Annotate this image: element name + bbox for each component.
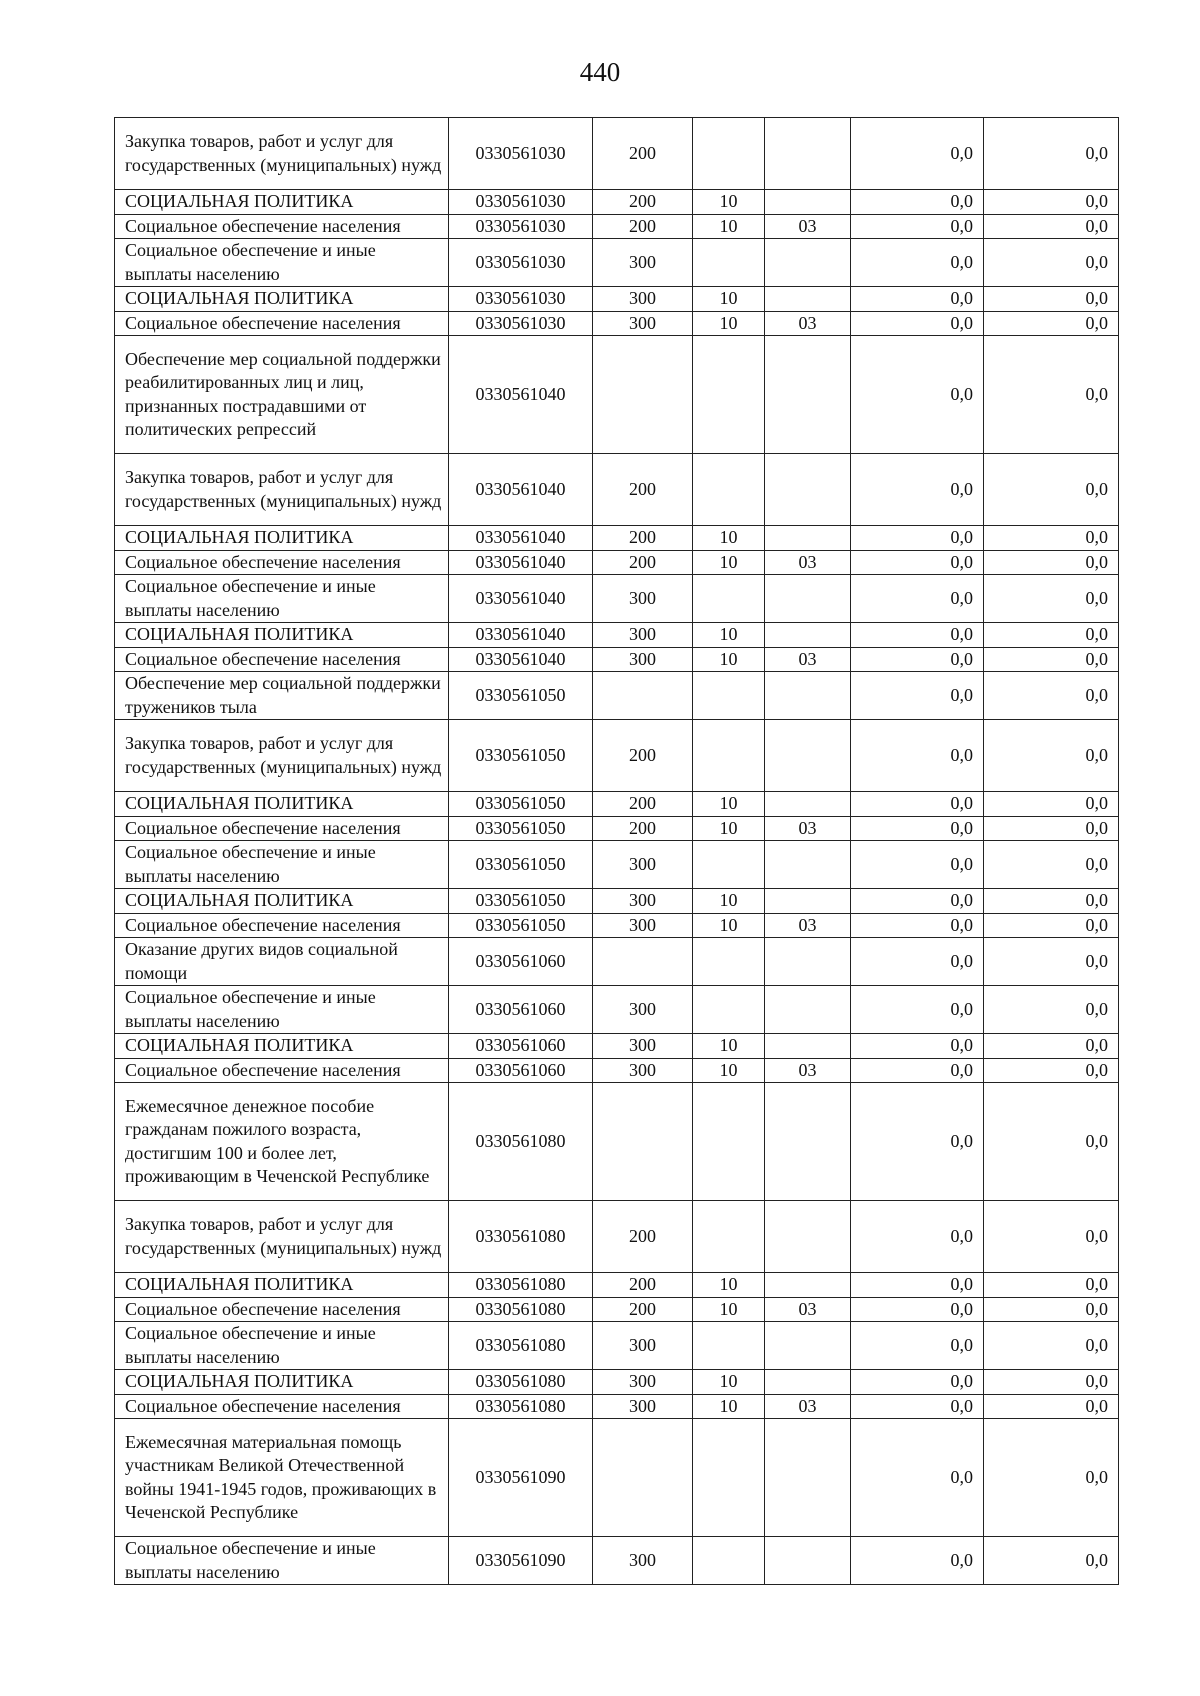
row-expense-type: 200 — [593, 792, 693, 817]
row-amount-2: 0,0 — [984, 118, 1119, 190]
row-expense-type — [593, 1419, 693, 1537]
row-expense-type: 300 — [593, 287, 693, 312]
row-target-code: 0330561090 — [449, 1537, 593, 1585]
row-amount-1: 0,0 — [851, 647, 984, 672]
table-row — [115, 1394, 1119, 1419]
row-expense-type — [593, 938, 693, 986]
row-expense-type: 300 — [593, 1058, 693, 1083]
row-amount-2: 0,0 — [984, 647, 1119, 672]
row-amount-1: 0,0 — [851, 239, 984, 287]
table-row — [115, 214, 1119, 239]
table-row — [115, 913, 1119, 938]
row-expense-type: 300 — [593, 647, 693, 672]
row-subsection — [765, 1419, 851, 1537]
row-section — [693, 239, 765, 287]
row-amount-1: 0,0 — [851, 1419, 984, 1537]
row-name: Социальное обеспечение и иные выплаты населению — [115, 1322, 449, 1370]
row-section: 10 — [693, 1370, 765, 1395]
row-name: Социальное обеспечение и иные выплаты населению — [115, 841, 449, 889]
row-amount-2: 0,0 — [984, 1297, 1119, 1322]
table-row — [115, 1083, 1119, 1201]
table-row — [115, 720, 1119, 792]
row-section: 10 — [693, 1273, 765, 1298]
table-row — [115, 1419, 1119, 1537]
row-amount-1: 0,0 — [851, 720, 984, 792]
row-amount-2: 0,0 — [984, 672, 1119, 720]
row-subsection — [765, 1034, 851, 1059]
row-amount-2: 0,0 — [984, 526, 1119, 551]
row-expense-type: 200 — [593, 214, 693, 239]
row-section: 10 — [693, 913, 765, 938]
row-amount-1: 0,0 — [851, 575, 984, 623]
table-row — [115, 816, 1119, 841]
row-amount-1: 0,0 — [851, 336, 984, 454]
row-section: 10 — [693, 816, 765, 841]
row-name: СОЦИАЛЬНАЯ ПОЛИТИКА — [115, 287, 449, 312]
row-amount-2: 0,0 — [984, 1322, 1119, 1370]
row-subsection: 03 — [765, 913, 851, 938]
row-subsection — [765, 986, 851, 1034]
row-name: Социальное обеспечение населения — [115, 1297, 449, 1322]
row-subsection — [765, 454, 851, 526]
row-section — [693, 672, 765, 720]
row-subsection: 03 — [765, 214, 851, 239]
row-target-code: 0330561080 — [449, 1201, 593, 1273]
row-amount-2: 0,0 — [984, 239, 1119, 287]
row-expense-type: 300 — [593, 1537, 693, 1585]
row-subsection — [765, 118, 851, 190]
row-expense-type — [593, 336, 693, 454]
row-amount-1: 0,0 — [851, 986, 984, 1034]
row-expense-type: 300 — [593, 1370, 693, 1395]
row-section — [693, 454, 765, 526]
row-target-code: 0330561050 — [449, 913, 593, 938]
row-subsection: 03 — [765, 1394, 851, 1419]
row-expense-type: 200 — [593, 720, 693, 792]
row-amount-1: 0,0 — [851, 214, 984, 239]
row-subsection: 03 — [765, 1297, 851, 1322]
row-expense-type: 200 — [593, 1201, 693, 1273]
row-amount-1: 0,0 — [851, 672, 984, 720]
row-expense-type: 200 — [593, 550, 693, 575]
row-amount-2: 0,0 — [984, 287, 1119, 312]
table-row — [115, 841, 1119, 889]
row-section: 10 — [693, 190, 765, 215]
row-subsection — [765, 889, 851, 914]
row-amount-2: 0,0 — [984, 1201, 1119, 1273]
row-amount-2: 0,0 — [984, 575, 1119, 623]
row-expense-type: 300 — [593, 311, 693, 336]
table-row — [115, 526, 1119, 551]
row-target-code: 0330561080 — [449, 1322, 593, 1370]
row-subsection — [765, 792, 851, 817]
row-section: 10 — [693, 889, 765, 914]
row-amount-1: 0,0 — [851, 526, 984, 551]
row-amount-2: 0,0 — [984, 1058, 1119, 1083]
page-number: 440 — [579, 57, 621, 87]
row-expense-type: 200 — [593, 1297, 693, 1322]
row-subsection — [765, 1537, 851, 1585]
table-row — [115, 938, 1119, 986]
row-target-code: 0330561060 — [449, 1058, 593, 1083]
table-row — [115, 1201, 1119, 1273]
budget-table — [114, 117, 1119, 1585]
row-amount-1: 0,0 — [851, 1394, 984, 1419]
row-expense-type: 300 — [593, 1034, 693, 1059]
row-name: Социальное обеспечение и иные выплаты населению — [115, 239, 449, 287]
table-row — [115, 889, 1119, 914]
row-subsection — [765, 1083, 851, 1201]
row-subsection — [765, 336, 851, 454]
row-amount-1: 0,0 — [851, 913, 984, 938]
row-amount-2: 0,0 — [984, 986, 1119, 1034]
row-expense-type: 200 — [593, 454, 693, 526]
row-section: 10 — [693, 214, 765, 239]
row-name: Социальное обеспечение населения — [115, 913, 449, 938]
row-amount-1: 0,0 — [851, 1322, 984, 1370]
table-row — [115, 672, 1119, 720]
row-name: Социальное обеспечение населения — [115, 647, 449, 672]
row-target-code: 0330561090 — [449, 1419, 593, 1537]
row-subsection: 03 — [765, 550, 851, 575]
row-section — [693, 1201, 765, 1273]
row-expense-type: 300 — [593, 1322, 693, 1370]
row-target-code: 0330561040 — [449, 575, 593, 623]
row-amount-1: 0,0 — [851, 118, 984, 190]
row-amount-1: 0,0 — [851, 1370, 984, 1395]
table-row — [115, 190, 1119, 215]
row-amount-1: 0,0 — [851, 938, 984, 986]
row-section: 10 — [693, 647, 765, 672]
row-name: Социальное обеспечение и иные выплаты населению — [115, 1537, 449, 1585]
row-section — [693, 1083, 765, 1201]
row-expense-type: 300 — [593, 841, 693, 889]
row-name: Оказание других видов социальной помощи — [115, 938, 449, 986]
row-amount-1: 0,0 — [851, 1537, 984, 1585]
table-row — [115, 118, 1119, 190]
row-section: 10 — [693, 792, 765, 817]
row-subsection — [765, 672, 851, 720]
row-amount-1: 0,0 — [851, 190, 984, 215]
row-target-code: 0330561080 — [449, 1273, 593, 1298]
row-subsection — [765, 1201, 851, 1273]
row-amount-2: 0,0 — [984, 938, 1119, 986]
row-name: Обеспечение мер социальной поддержки тружеников тыла — [115, 672, 449, 720]
row-amount-1: 0,0 — [851, 792, 984, 817]
row-amount-2: 0,0 — [984, 311, 1119, 336]
row-target-code: 0330561040 — [449, 336, 593, 454]
row-target-code: 0330561050 — [449, 816, 593, 841]
row-section: 10 — [693, 311, 765, 336]
row-amount-2: 0,0 — [984, 1419, 1119, 1537]
row-amount-1: 0,0 — [851, 889, 984, 914]
row-amount-1: 0,0 — [851, 623, 984, 648]
row-name: СОЦИАЛЬНАЯ ПОЛИТИКА — [115, 1273, 449, 1298]
row-expense-type: 300 — [593, 239, 693, 287]
row-target-code: 0330561030 — [449, 118, 593, 190]
row-amount-1: 0,0 — [851, 1083, 984, 1201]
row-section — [693, 575, 765, 623]
row-name: Закупка товаров, работ и услуг для государственных (муниципальных) нужд — [115, 720, 449, 792]
row-amount-1: 0,0 — [851, 1273, 984, 1298]
row-subsection: 03 — [765, 647, 851, 672]
row-name: Обеспечение мер социальной поддержки реабилитированных лиц и лиц, признанных пострадавшими от политических репрессий — [115, 336, 449, 454]
row-name: Закупка товаров, работ и услуг для государственных (муниципальных) нужд — [115, 1201, 449, 1273]
row-target-code: 0330561050 — [449, 889, 593, 914]
table-row — [115, 647, 1119, 672]
row-amount-1: 0,0 — [851, 841, 984, 889]
row-amount-2: 0,0 — [984, 792, 1119, 817]
row-amount-1: 0,0 — [851, 1201, 984, 1273]
row-target-code: 0330561030 — [449, 190, 593, 215]
row-subsection — [765, 1273, 851, 1298]
table-row — [115, 1297, 1119, 1322]
row-section: 10 — [693, 1034, 765, 1059]
row-amount-2: 0,0 — [984, 336, 1119, 454]
row-amount-2: 0,0 — [984, 623, 1119, 648]
row-expense-type: 200 — [593, 118, 693, 190]
row-amount-2: 0,0 — [984, 1370, 1119, 1395]
row-target-code: 0330561040 — [449, 623, 593, 648]
row-target-code: 0330561040 — [449, 550, 593, 575]
row-section — [693, 1322, 765, 1370]
row-subsection: 03 — [765, 816, 851, 841]
row-target-code: 0330561080 — [449, 1297, 593, 1322]
table-row — [115, 1537, 1119, 1585]
row-subsection: 03 — [765, 311, 851, 336]
row-amount-2: 0,0 — [984, 720, 1119, 792]
row-amount-2: 0,0 — [984, 1394, 1119, 1419]
row-target-code: 0330561050 — [449, 841, 593, 889]
row-expense-type: 300 — [593, 623, 693, 648]
row-amount-1: 0,0 — [851, 1034, 984, 1059]
table-row — [115, 1370, 1119, 1395]
row-name: Социальное обеспечение населения — [115, 550, 449, 575]
row-amount-2: 0,0 — [984, 454, 1119, 526]
row-name: Социальное обеспечение населения — [115, 311, 449, 336]
row-target-code: 0330561050 — [449, 672, 593, 720]
row-target-code: 0330561030 — [449, 214, 593, 239]
row-amount-2: 0,0 — [984, 816, 1119, 841]
row-section — [693, 118, 765, 190]
row-amount-2: 0,0 — [984, 550, 1119, 575]
row-section: 10 — [693, 1394, 765, 1419]
row-expense-type: 300 — [593, 913, 693, 938]
table-row — [115, 454, 1119, 526]
row-target-code: 0330561040 — [449, 454, 593, 526]
row-amount-2: 0,0 — [984, 841, 1119, 889]
table-row — [115, 287, 1119, 312]
row-target-code: 0330561080 — [449, 1370, 593, 1395]
row-subsection — [765, 526, 851, 551]
row-target-code: 0330561040 — [449, 647, 593, 672]
row-target-code: 0330561050 — [449, 720, 593, 792]
row-subsection — [765, 720, 851, 792]
row-section — [693, 1537, 765, 1585]
row-section: 10 — [693, 526, 765, 551]
row-amount-2: 0,0 — [984, 889, 1119, 914]
row-name: Социальное обеспечение населения — [115, 1394, 449, 1419]
row-expense-type — [593, 1083, 693, 1201]
row-section — [693, 841, 765, 889]
table-row — [115, 336, 1119, 454]
table-row — [115, 1058, 1119, 1083]
row-amount-2: 0,0 — [984, 190, 1119, 215]
table-row — [115, 550, 1119, 575]
table-row — [115, 986, 1119, 1034]
row-section — [693, 986, 765, 1034]
row-subsection — [765, 1370, 851, 1395]
row-name: Социальное обеспечение населения — [115, 816, 449, 841]
row-amount-1: 0,0 — [851, 1297, 984, 1322]
row-section: 10 — [693, 287, 765, 312]
row-amount-2: 0,0 — [984, 913, 1119, 938]
table-row — [115, 311, 1119, 336]
row-amount-1: 0,0 — [851, 287, 984, 312]
row-expense-type: 300 — [593, 1394, 693, 1419]
row-target-code: 0330561060 — [449, 1034, 593, 1059]
row-section: 10 — [693, 550, 765, 575]
row-target-code: 0330561060 — [449, 938, 593, 986]
row-section — [693, 720, 765, 792]
row-amount-2: 0,0 — [984, 1083, 1119, 1201]
row-target-code: 0330561050 — [449, 792, 593, 817]
row-expense-type: 300 — [593, 575, 693, 623]
row-amount-2: 0,0 — [984, 1537, 1119, 1585]
row-subsection — [765, 1322, 851, 1370]
row-section: 10 — [693, 1297, 765, 1322]
table-row — [115, 239, 1119, 287]
row-name: Социальное обеспечение населения — [115, 1058, 449, 1083]
row-amount-2: 0,0 — [984, 1034, 1119, 1059]
table-row — [115, 1034, 1119, 1059]
row-subsection — [765, 190, 851, 215]
row-name: СОЦИАЛЬНАЯ ПОЛИТИКА — [115, 190, 449, 215]
row-name: СОЦИАЛЬНАЯ ПОЛИТИКА — [115, 623, 449, 648]
row-expense-type: 200 — [593, 190, 693, 215]
row-subsection: 03 — [765, 1058, 851, 1083]
row-expense-type: 200 — [593, 816, 693, 841]
row-subsection — [765, 239, 851, 287]
row-amount-1: 0,0 — [851, 1058, 984, 1083]
row-name: Социальное обеспечение населения — [115, 214, 449, 239]
row-target-code: 0330561040 — [449, 526, 593, 551]
row-target-code: 0330561030 — [449, 287, 593, 312]
table-row — [115, 1322, 1119, 1370]
table-row — [115, 623, 1119, 648]
row-section — [693, 1419, 765, 1537]
row-target-code: 0330561080 — [449, 1083, 593, 1201]
row-target-code: 0330561030 — [449, 311, 593, 336]
row-target-code: 0330561080 — [449, 1394, 593, 1419]
row-name: Социальное обеспечение и иные выплаты населению — [115, 575, 449, 623]
row-expense-type — [593, 672, 693, 720]
row-name: Ежемесячная материальная помощь участникам Великой Отечественной войны 1941-1945 годов, проживающих в Чеченской Республике — [115, 1419, 449, 1537]
table-row — [115, 575, 1119, 623]
row-name: Закупка товаров, работ и услуг для государственных (муниципальных) нужд — [115, 454, 449, 526]
row-target-code: 0330561030 — [449, 239, 593, 287]
row-name: СОЦИАЛЬНАЯ ПОЛИТИКА — [115, 889, 449, 914]
row-expense-type: 200 — [593, 1273, 693, 1298]
row-target-code: 0330561060 — [449, 986, 593, 1034]
row-amount-1: 0,0 — [851, 311, 984, 336]
row-expense-type: 300 — [593, 889, 693, 914]
row-amount-2: 0,0 — [984, 214, 1119, 239]
row-name: СОЦИАЛЬНАЯ ПОЛИТИКА — [115, 792, 449, 817]
row-name: СОЦИАЛЬНАЯ ПОЛИТИКА — [115, 526, 449, 551]
row-section — [693, 336, 765, 454]
row-subsection — [765, 575, 851, 623]
row-subsection — [765, 841, 851, 889]
row-name: СОЦИАЛЬНАЯ ПОЛИТИКА — [115, 1370, 449, 1395]
row-name: Ежемесячное денежное пособие гражданам пожилого возраста, достигшим 100 и более лет, проживающим в Чеченской Республике — [115, 1083, 449, 1201]
table-row — [115, 1273, 1119, 1298]
row-name: СОЦИАЛЬНАЯ ПОЛИТИКА — [115, 1034, 449, 1059]
row-amount-1: 0,0 — [851, 816, 984, 841]
row-expense-type: 300 — [593, 986, 693, 1034]
row-subsection — [765, 623, 851, 648]
row-section — [693, 938, 765, 986]
row-amount-1: 0,0 — [851, 454, 984, 526]
row-section: 10 — [693, 623, 765, 648]
row-subsection — [765, 938, 851, 986]
row-section: 10 — [693, 1058, 765, 1083]
row-name: Социальное обеспечение и иные выплаты населению — [115, 986, 449, 1034]
row-subsection — [765, 287, 851, 312]
table-row — [115, 792, 1119, 817]
row-amount-1: 0,0 — [851, 550, 984, 575]
row-expense-type: 200 — [593, 526, 693, 551]
row-amount-2: 0,0 — [984, 1273, 1119, 1298]
row-name: Закупка товаров, работ и услуг для государственных (муниципальных) нужд — [115, 118, 449, 190]
